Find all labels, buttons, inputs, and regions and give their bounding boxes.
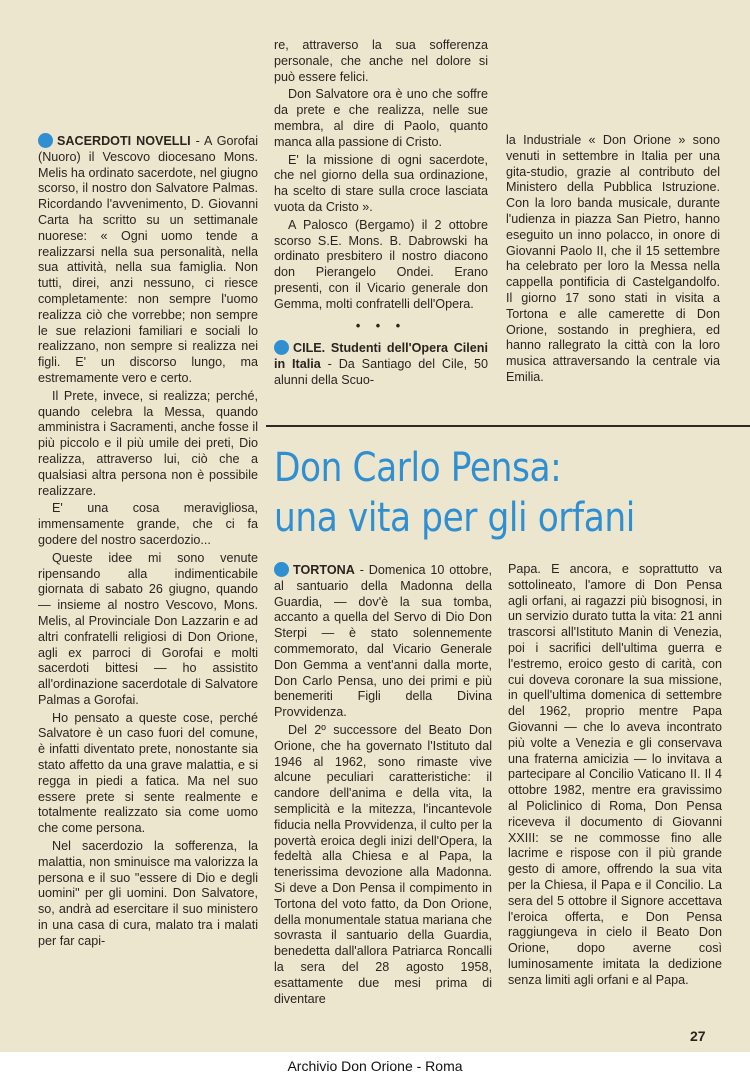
article-continuation <box>274 38 488 413</box>
paragraph: Queste idee mi sono venute ripensando alla indimenticabile giornata di sabato 26 giugno, quando — insieme al nostro Vescovo, Mons. Melis, al Provinciale Don Lazzarin e ad altri confratelli religiosi di Don Orione, agli ex parroci di Gorofai e molti sacerdoti bittesi — ho assistito all'ordinazione sacerdotale di Salvatore Palmas a Gorofai. <box>38 550 258 707</box>
paragraph: - Da Santiago del Cile, 50 alunni della Scuo- <box>274 357 488 387</box>
article-lead-paragraph <box>274 340 488 388</box>
archive-footer: Archivio Don Orione - Roma <box>0 1052 750 1081</box>
paragraph: - Domenica 10 ottobre, al santuario della Madonna della Guardia, — dov'è la sua tomba, accanto a quella del Servo di Dio Don Sterpi — è stato solennemente commemorato, dal Vicario Generale Don Gemma a vent'anni dalla morte, Don Carlo Pensa, uno dei primi e più benemeriti Figli della Divina Provvidenza. <box>274 563 492 720</box>
paragraph: E' la missione di ogni sacerdote, che nel giorno della sua ordinazione, ha scelto di stare sulla croce lasciata vuota da Cristo ». <box>274 152 488 214</box>
headline <box>274 443 678 543</box>
paragraph: E' una cosa meravigliosa, immensamente grande, che ci fa godere del nostro sacerdozio... <box>38 501 258 547</box>
paragraph: Ho pensato a queste cose, perché Salvatore è un caso fuori del comune, è infatti diventato prete, nonostante sia stato affetto da una grave malattia, e si regga in piedi a fatica. Ma nel suo essere prete si sente realmente e totalmente realizzato sia come uomo che come persona. <box>38 710 258 836</box>
paragraph: Don Salvatore ora è uno che soffre da prete e che realizza, nelle sue membra, al dire di Paolo, quanto manca alla passione di Cristo. <box>274 87 488 149</box>
paragraph: Del 2º successore del Beato Don Orione, che ha governato l'Istituto dal 1946 al 1962, sono rimaste vive alcune peculiari caratteristiche: il candore dell'anima e della vita, la semplicità e la mitezza, l'incantevole fiducia nella Provvidenza, il culto per la povertà eroica degli inizi dell'Opera, la fedeltà alla Chiesa e al Papa, la tenerissima devozione alla Madonna. Si deve a Don Pensa il compimento in Tortona del voto fatto, da Don Orione, della monumentale statua mariana che sovrasta il santuario della Guardia, benedetta dall'allora Patriarca Roncalli la sera del 28 agosto 1958, esattamente due mesi prima di diventare <box>274 722 492 1006</box>
article-sacerdoti-novelli <box>38 133 258 1043</box>
bullet-dot-icon <box>274 562 289 577</box>
article-don-carlo-pensa <box>274 562 492 1037</box>
bullet-dot-icon <box>38 133 53 148</box>
article-lead-paragraph <box>274 562 492 721</box>
paragraph: re, attraverso la sua sofferenza personale, che anche nel dolore si può essere felici. <box>274 38 488 84</box>
headline-line: Don Carlo Pensa: <box>274 445 562 491</box>
page-number: 27 <box>690 1028 706 1044</box>
paragraph: la Industriale « Don Orione » sono venuti in settembre in Italia per una gita-studio, grazie al contributo del Ministero della Pubblica Istruzione. Con la loro banda musicale, durante l'udienza in piazza San Pietro, hanno eseguito un inno polacco, in onore di Giovanni Paolo II, che il 15 settembre ha celebrato per loro la Messa nella cappella pontificia di Castelgandolfo. Il giorno 17 sono stati in visita a Tortona e alle camerette di Don Orione, sostando in preghiera, ed hanno rallegrato la città con la loro musica attraversando la centrale via Emilia. <box>506 133 720 384</box>
article-cile <box>506 133 720 413</box>
headline-line: una vita per gli orfani <box>274 495 635 541</box>
section-divider <box>266 425 750 427</box>
article-lead-paragraph <box>38 133 258 387</box>
paragraph: A Palosco (Bergamo) il 2 ottobre scorso S.E. Mons. B. Dabrowski ha ordinato presbitero il nostro diacono don Pierangelo Ondei. Erano presenti, con il Vicario generale don Gemma, molti confratelli dell'Opera. <box>274 217 488 311</box>
paragraph: - A Gorofai (Nuoro) il Vescovo diocesano Mons. Melis ha ordinato sacerdote, nel giugno scorso, il nostro don Salvatore Palmas. Ricordando l'avvenimento, D. Giovanni Carta ha scritto su un settimanale nuorese: « Ogni uomo tende a realizzarsi nella sua personalità, nella sua attività, nella sua famiglia. Non tutti, direi, anzi nessuno, ci riesce completamente: non sempre l'uomo realizza ciò che vorrebbe; non sempre le sue relazioni familiari e sociali lo realizzano, non sempre si realizza nei figli. E' un discorso lungo, ma estremamente vero e certo. <box>38 134 258 385</box>
paragraph: Il Prete, invece, si realizza; perché, quando celebra la Messa, quando amministra i Sacramenti, anche fosse il più piccolo e il più umile dei preti, Dio realizza, attraverso lui, ciò che a qualsiasi altra persona non è possibile realizzare. <box>38 388 258 498</box>
article-kicker: CILE. Studenti dell'Opera Cileni in Italia <box>274 341 488 372</box>
paragraph: Papa. E ancora, e soprattutto va sottolineato, l'amore di Don Pensa agli orfani, ai ragazzi più bisognosi, in un servizio durato tutta la vita: 21 anni trascorsi all'Istituto Manin di Venezia, poi i sacrifici dell'ultima guerra e l'estremo, eroico gesto di carità, con cui doveva coronare la sua missione, in quell'ultima domenica di settembre del 1962, proprio mentre Papa Giovanni — che lo aveva incontrato più volte a Venezia e gli conservava una fraterna amicizia — lo invitava a partecipare al Concilio Vaticano II. Il 4 ottobre 1982, mentre era gravissimo al Policlinico di Roma, Don Pensa riceveva il documento di Giovanni XXIII: se ne commosse fino alle lacrime e rispose con il più grande gesto di amore, offrendo la sua vita per la Chiesa, il Papa e il Concilio. La sera del 5 ottobre il Signore accettava l'eroica offerta, e Don Pensa raggiungeva in cielo il Beato Don Orione, dopo averne così luminosamente imitata la dedizione senza limiti agli orfani e al Papa. <box>508 562 722 987</box>
article-kicker: SACERDOTI NOVELLI <box>57 134 191 148</box>
article-kicker: TORTONA <box>293 563 355 577</box>
section-separator: • • • <box>355 318 407 333</box>
paragraph: Nel sacerdozio la sofferenza, la malattia, non sminuisce ma valorizza la persona e il suo "essere di Dio e degli uomini" per gli uomini. Don Salvatore, so, andrà ad esercitare il suo ministero in una casa di cura, malato tra i malati per far capi- <box>38 839 258 948</box>
article-don-carlo-pensa-cont <box>508 562 722 1037</box>
bullet-dot-icon <box>274 340 289 355</box>
